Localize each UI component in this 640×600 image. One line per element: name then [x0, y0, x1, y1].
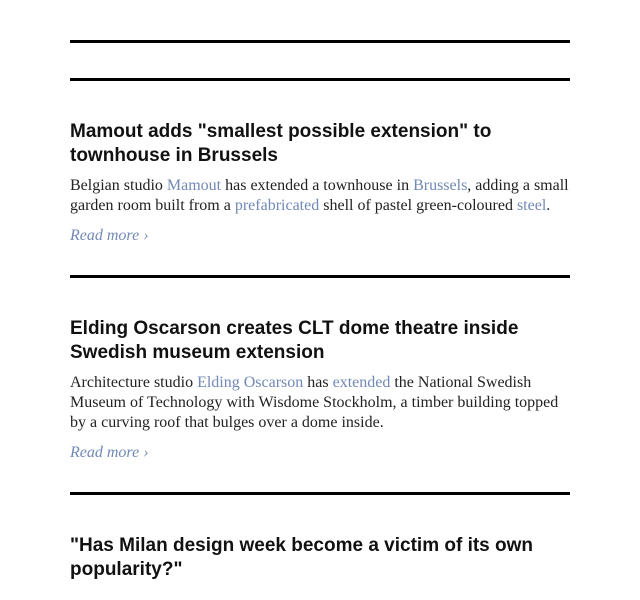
excerpt-text: . — [546, 197, 551, 214]
excerpt-text: , adding a small garden room built from a — [70, 177, 569, 214]
article-item — [70, 278, 570, 463]
inline-link[interactable]: steel — [516, 197, 547, 214]
excerpt-text: has extended a townhouse in — [221, 177, 414, 194]
article-title-link[interactable]: Mamout adds "smallest possible extension" to townhouse in Brussels — [70, 121, 492, 166]
inline-link[interactable]: prefabricated — [234, 197, 320, 214]
inline-link[interactable]: extended — [332, 374, 391, 391]
article-title-link[interactable]: "Has Milan design week become a victim of its own popularity?" — [70, 535, 534, 580]
read-more-link[interactable]: Read more › — [70, 444, 149, 461]
excerpt-text: Architecture studio — [70, 374, 198, 391]
excerpt-text: has — [303, 374, 333, 391]
excerpt-text: shell of pastel green-coloured — [319, 197, 517, 214]
article-item — [70, 495, 570, 582]
divider — [70, 40, 570, 43]
inline-link[interactable]: Mamout — [166, 177, 222, 194]
excerpt-text: the National Swedish Museum of Technology with Wisdome Stockholm, a timber building topped by a curving roof that bulges over a dome inside. — [70, 374, 559, 431]
excerpt-text: Belgian studio — [70, 177, 167, 194]
inline-link[interactable]: Elding Oscarson — [197, 374, 304, 391]
inline-link[interactable]: Brussels — [413, 177, 468, 194]
read-more-link[interactable]: Read more › — [70, 227, 149, 244]
article-excerpt — [70, 176, 570, 216]
article-item — [70, 81, 570, 246]
article-title-link[interactable]: Elding Oscarson creates CLT dome theatre inside Swedish museum extension — [70, 318, 519, 363]
article-feed — [70, 40, 570, 582]
article-excerpt — [70, 373, 570, 433]
